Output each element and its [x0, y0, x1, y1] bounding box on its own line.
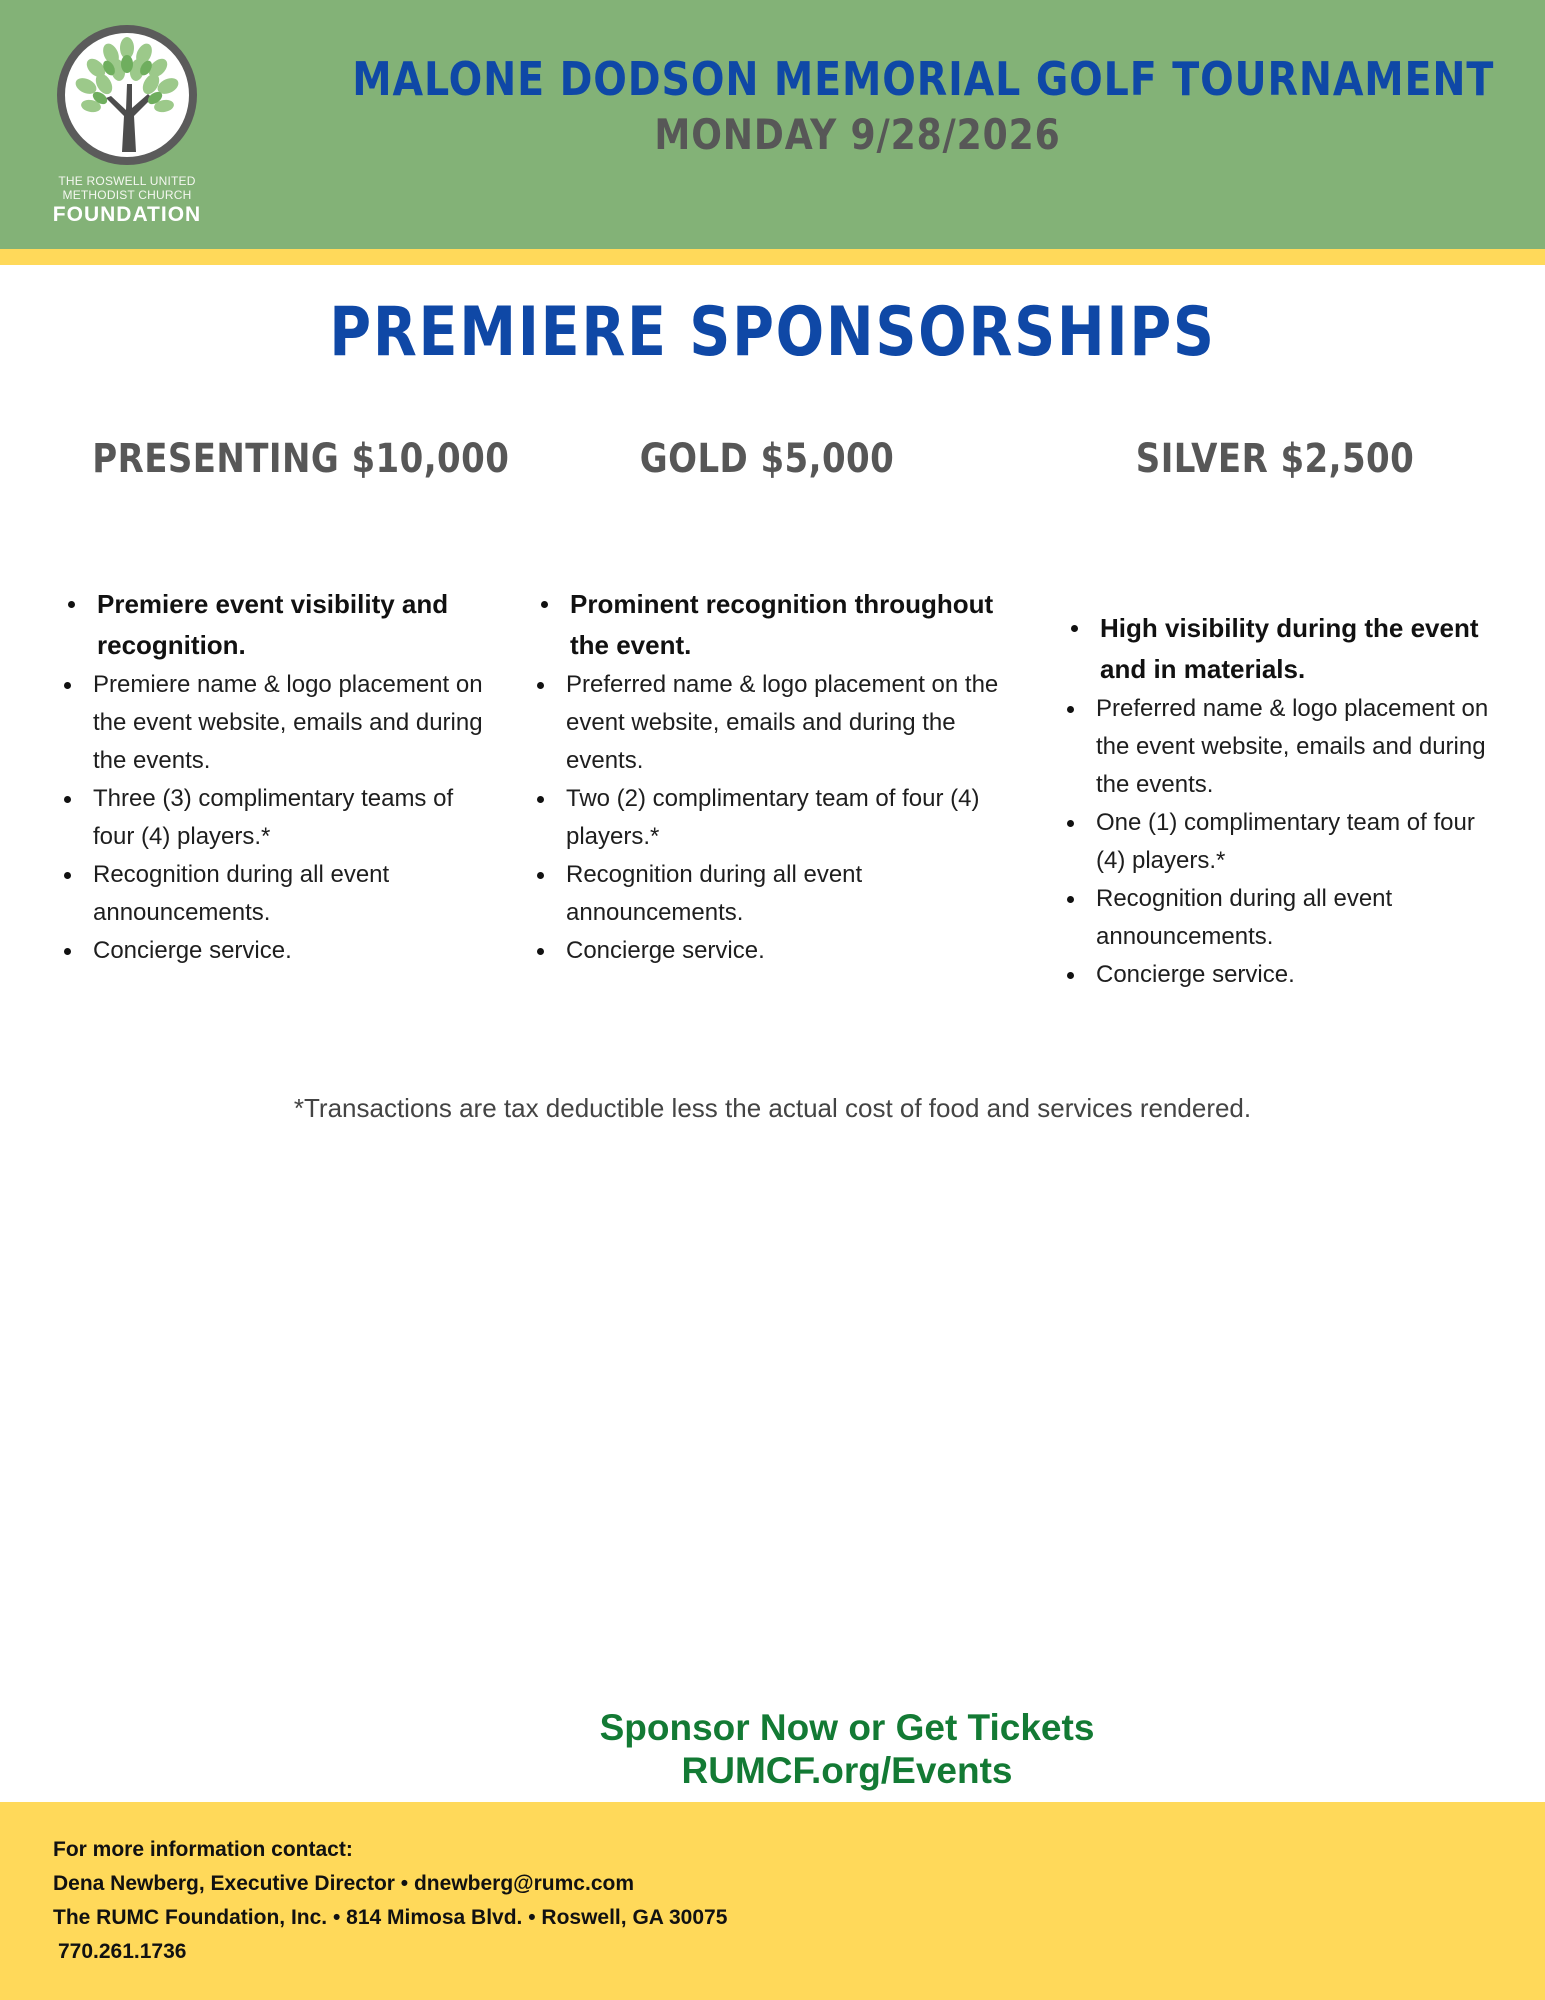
footer-address: The RUMC Foundation, Inc. • 814 Mimosa Blvd. • Roswell, GA 30075 [53, 1906, 728, 1929]
list-item: Premiere name & logo placement on the event website, emails and during the events. [60, 666, 500, 780]
list-item: Premiere event visibility and recognition. [60, 584, 500, 666]
list-item: High visibility during the event and in materials. [1063, 608, 1508, 690]
list-item: One (1) complimentary team of four (4) players.* [1063, 804, 1508, 880]
tier-title-silver: SILVER $2,500 [1135, 436, 1415, 482]
tier-title-presenting: PRESENTING $10,000 [92, 436, 510, 482]
footer-phone: 770.261.1736 [58, 1940, 187, 1963]
tax-footnote: *Transactions are tax deductible less the actual cost of food and services rendered. [293, 1093, 1252, 1123]
footer-band [0, 1802, 1545, 2000]
tier-benefits-presenting [60, 584, 500, 970]
logo-subtitle [40, 174, 214, 202]
cta-link[interactable]: RUMCF.org/Events [681, 1750, 1013, 1791]
list-item: Concierge service. [1063, 956, 1508, 994]
list-item: Concierge service. [533, 932, 1033, 970]
list-item: Prominent recognition throughout the event. [533, 584, 1033, 666]
tier-benefits-gold [533, 584, 1033, 970]
tier-benefits-silver [1063, 608, 1508, 994]
list-item: Recognition during all event announcements. [533, 856, 1033, 932]
tier-title-gold: GOLD $5,000 [639, 436, 895, 482]
list-item: Recognition during all event announcements. [1063, 880, 1508, 956]
logo-name: FOUNDATION [52, 203, 202, 226]
event-title: MALONE DODSON MEMORIAL GOLF TOURNAMENT [352, 52, 1495, 106]
header-stripe [0, 249, 1545, 265]
foundation-logo [40, 22, 220, 232]
logo-subtitle-line1: THE ROSWELL UNITED [58, 174, 196, 188]
event-date: MONDAY 9/28/2026 [654, 110, 1061, 159]
page-heading: PREMIERE SPONSORSHIPS [329, 293, 1216, 372]
footer-contact-person: Dena Newberg, Executive Director • dnewberg@rumc.com [53, 1872, 634, 1895]
list-item: Recognition during all event announcements. [60, 856, 500, 932]
cta-headline: Sponsor Now or Get Tickets [599, 1707, 1095, 1748]
tree-icon [56, 24, 198, 166]
list-item: Two (2) complimentary team of four (4) players.* [533, 780, 1033, 856]
logo-subtitle-line2: METHODIST CHURCH [62, 188, 192, 202]
footer-contact-label: For more information contact: [53, 1838, 353, 1861]
list-item: Preferred name & logo placement on the event website, emails and during the events. [533, 666, 1033, 780]
list-item: Three (3) complimentary teams of four (4) players.* [60, 780, 500, 856]
list-item: Concierge service. [60, 932, 500, 970]
list-item: Preferred name & logo placement on the event website, emails and during the events. [1063, 690, 1508, 804]
